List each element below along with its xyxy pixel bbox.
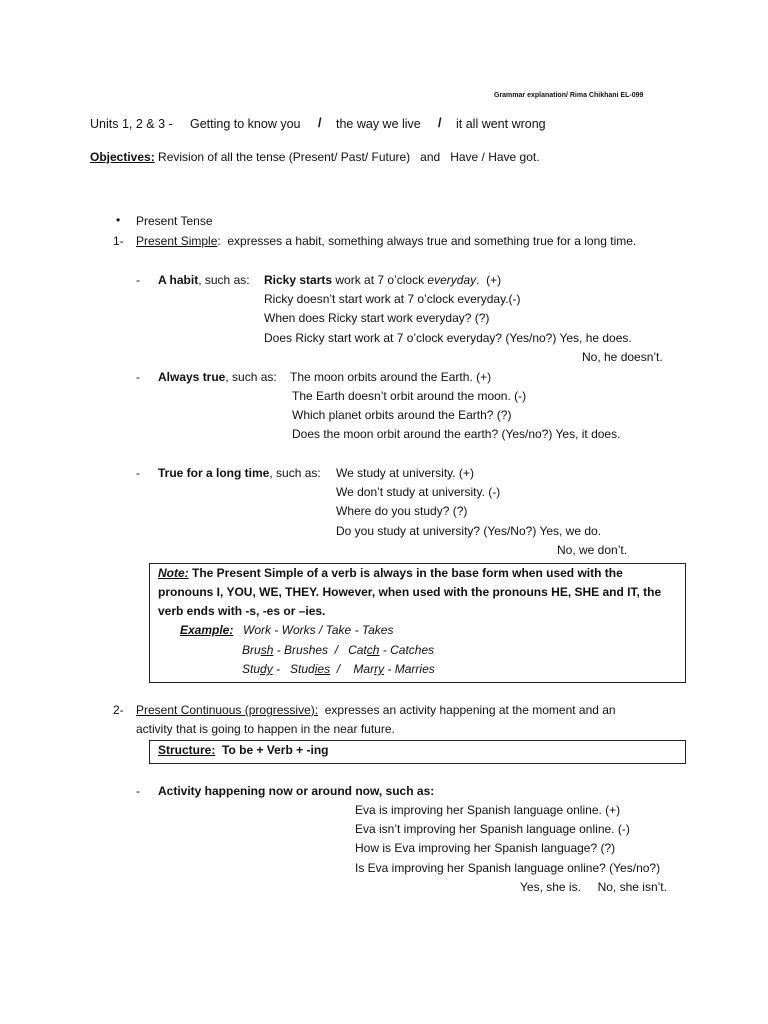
- present-simple-label: Present Simple: [136, 234, 218, 248]
- always-example-3: Which planet orbits around the Earth? (?): [292, 408, 512, 422]
- item-number-2: 2-: [113, 703, 124, 717]
- note-line-1: [158, 566, 623, 581]
- now-label: Activity happening now or around now, such as:: [158, 784, 435, 798]
- present-continuous-desc-1: expresses an activity happening at the moment and an: [318, 703, 616, 717]
- habit-ex1-text: work at 7 o’clock: [332, 273, 428, 287]
- unit-separator-2: /: [438, 116, 442, 130]
- now-example-5: Yes, she is. No, she isn’t.: [520, 880, 667, 894]
- unit-title-2: the way we live: [336, 117, 421, 131]
- habit-example-3: When does Ricky start work everyday? (?): [264, 311, 490, 325]
- always-label: Always true: [158, 370, 226, 384]
- note-text-1: The Present Simple of a verb is always in the base form when used with the: [188, 566, 623, 580]
- example-row-1: Work - Works / Take - Takes: [243, 623, 394, 637]
- ex3-part: / Mar: [330, 662, 375, 676]
- unit-separator-1: /: [318, 116, 322, 130]
- now-example-2: Eva isn’t improving her Spanish language online. (-): [355, 822, 630, 836]
- longtime-example-5: No, we don’t.: [557, 543, 628, 557]
- item-number-1: 1-: [113, 234, 124, 248]
- habit-example-5: No, he doesn’t.: [582, 350, 663, 364]
- structure-label: Structure:: [158, 743, 216, 757]
- example-row-3: [242, 662, 435, 677]
- example-label: [180, 623, 233, 638]
- example-row-2: [242, 643, 434, 658]
- now-example-1: Eva is improving her Spanish language online. (+): [355, 803, 621, 817]
- ex2-part: - Catches: [379, 643, 435, 657]
- bullet-icon: •: [116, 213, 121, 227]
- dash: -: [136, 273, 140, 287]
- longtime-label-line: [158, 466, 321, 481]
- longtime-example-3: Where do you study? (?): [336, 504, 468, 518]
- ex3-underlined: dy: [260, 662, 273, 676]
- such-as: , such as:: [198, 273, 250, 287]
- units-label: Units 1, 2 & 3 -: [90, 117, 173, 131]
- unit-title-3: it all went wrong: [456, 117, 546, 131]
- objectives-line: [90, 150, 540, 165]
- longtime-example-1: We study at university. (+): [336, 466, 474, 480]
- such-as: , such as:: [225, 370, 277, 384]
- now-example-3: How is Eva improving her Spanish language? (?): [355, 841, 616, 855]
- longtime-example-4: Do you study at university? (Yes/No?) Yes, we do.: [336, 524, 602, 538]
- longtime-label: True for a long time: [158, 466, 270, 480]
- longtime-example-2: We don’t study at university. (-): [336, 485, 501, 499]
- objectives-label: Objectives:: [90, 150, 155, 164]
- present-continuous-desc-2: activity that is going to happen in the near future.: [136, 722, 395, 736]
- always-label-line: [158, 370, 277, 385]
- present-continuous-label: Present Continuous (progressive):: [136, 703, 319, 717]
- habit-ex1-subject: Ricky starts: [264, 273, 333, 287]
- habit-label-line: [158, 273, 250, 288]
- note-label: Note:: [158, 566, 189, 580]
- note-line-2: pronouns I, YOU, WE, THEY. However, when used with the pronouns HE, SHE and IT, the: [158, 585, 662, 599]
- units-title: [90, 117, 173, 132]
- present-tense-heading: Present Tense: [136, 214, 213, 228]
- ex2-part: Bru: [242, 643, 261, 657]
- unit-title-1: Getting to know you: [190, 117, 301, 131]
- always-example-4: Does the moon orbit around the earth? (Yes/no?) Yes, it does.: [292, 427, 621, 441]
- habit-ex1-italic: everyday: [427, 273, 477, 287]
- such-as: , such as:: [269, 466, 321, 480]
- dash: -: [136, 370, 140, 384]
- habit-ex1-end: . (+): [476, 273, 502, 287]
- present-simple-desc: : expresses a habit, something always true and something true for a long time.: [217, 234, 637, 248]
- dash: -: [136, 784, 140, 798]
- structure-line: [158, 743, 328, 758]
- always-example-1: The moon orbits around the Earth. (+): [290, 370, 492, 384]
- dash: -: [136, 466, 140, 480]
- habit-example-4: Does Ricky start work at 7 o’clock everyday? (Yes/no?) Yes, he does.: [264, 331, 632, 345]
- ex2-part: / Cat: [331, 643, 367, 657]
- ex2-part: - Brushes: [273, 643, 332, 657]
- ex3-part: - Marries: [384, 662, 435, 676]
- ex2-underlined: sh: [260, 643, 274, 657]
- document-header-note: Grammar explanation/ Rima Chikhani EL-099: [494, 92, 644, 99]
- note-line-3: verb ends with -s, -es or –ies.: [158, 604, 326, 618]
- habit-label: A habit: [158, 273, 199, 287]
- now-example-4: Is Eva improving her Spanish language online? (Yes/no?): [355, 861, 661, 875]
- present-simple-line: [136, 234, 636, 249]
- objectives-text: Revision of all the tense (Present/ Past/ Future) and Have / Have got.: [158, 150, 540, 164]
- habit-example-1: [264, 273, 501, 288]
- present-continuous-line: [136, 703, 616, 718]
- ex3-part: - Stud: [272, 662, 315, 676]
- always-example-2: The Earth doesn’t orbit around the moon. (-): [292, 389, 527, 403]
- example-label-text: Example:: [180, 623, 234, 637]
- habit-example-2: Ricky doesn’t start work at 7 o’clock everyday.(-): [264, 292, 521, 306]
- ex3-underlined: ry: [374, 662, 385, 676]
- ex3-part: Stu: [242, 662, 261, 676]
- structure-text: To be + Verb + -ing: [215, 743, 329, 757]
- ex2-underlined: ch: [366, 643, 380, 657]
- ex3-underlined: ies: [314, 662, 331, 676]
